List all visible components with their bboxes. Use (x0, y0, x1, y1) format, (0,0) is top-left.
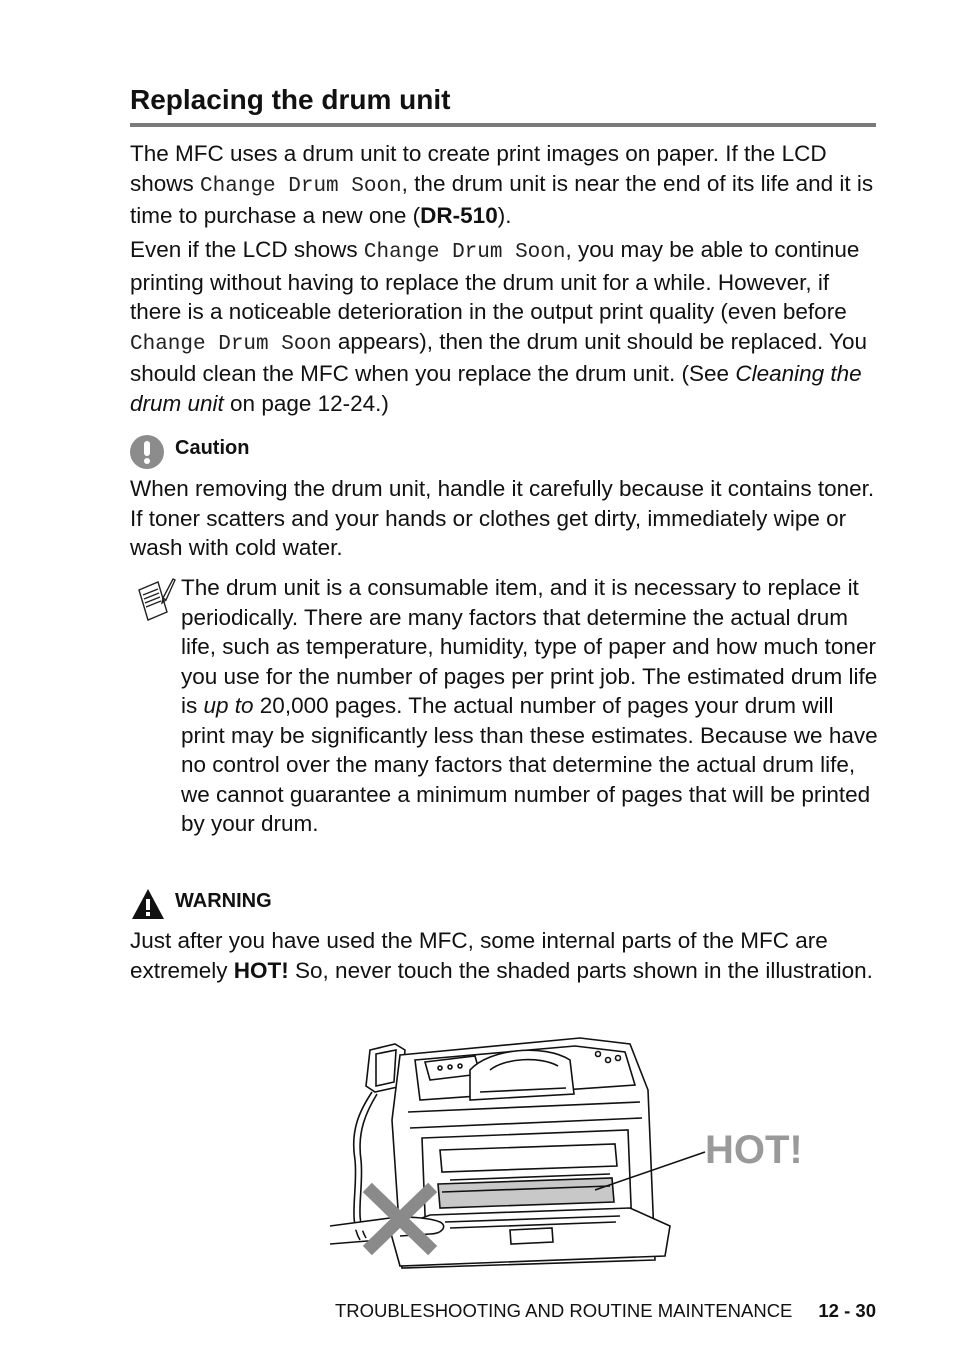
lcd-message: Change Drum Soon (363, 241, 566, 264)
p2-text-a: Even if the LCD shows (130, 237, 364, 262)
note-text-b: 20,000 pages. The actual number of pages your drum will print may be significantly less than these estimates. Because we have no control over the many factors that determine the actual drum life, we cannot guarantee a minimum number of pages that will be printed by your drum. (181, 693, 878, 836)
note-text-a: The drum unit is a consumable item, and it is necessary to replace it periodically. There are many factors that determine the actual drum life, such as temperature, humidity, type of paper and how much toner you use for the number of pages per print job. The estimated drum life is (181, 575, 878, 718)
footer-section-title: TROUBLESHOOTING AND ROUTINE MAINTENANCE (334, 1300, 793, 1321)
title-underline (130, 123, 876, 127)
warning-text (130, 926, 876, 985)
p1-text-b: , the drum unit is near the end of its life and it is time to purchase a new one ( (130, 170, 874, 228)
note-emphasis: up to (203, 693, 254, 718)
warning-label: WARNING (175, 890, 272, 912)
replacement-paragraph (130, 235, 876, 418)
note-pencil-icon (136, 578, 176, 627)
page-number: 12 - 30 (818, 1300, 876, 1321)
page-footer (290, 1300, 876, 1322)
p1-text-a: The MFC uses a drum unit to create print images on paper. If the LCD shows (130, 141, 827, 196)
p1-text-c: ). (497, 203, 512, 228)
p2-text-b: , you may be able to continue printing without having to replace the drum unit for a while. However, if there is a noticeable deterioration in the output print quality (even before (130, 237, 860, 324)
warning-text-b: So, never touch the shaded parts shown in the illustration. (288, 957, 873, 983)
lcd-message: Change Drum Soon (200, 174, 402, 198)
caution-label: Caution (175, 437, 250, 459)
caution-text: When removing the drum unit, handle it carefully because it contains toner. If toner scatters and your hands or clothes get dirty, immediately wipe or wash with cold water. (130, 476, 875, 560)
p2-text-d: on page 12-24.) (223, 390, 389, 416)
warning-triangle-icon (130, 887, 166, 926)
intro-paragraph (130, 139, 876, 231)
lcd-message: Change Drum Soon (130, 332, 332, 356)
exclamation-circle-icon (130, 435, 164, 469)
hot-callout-label: HOT! (705, 1128, 803, 1172)
section-title: Replacing the drum unit (130, 84, 451, 115)
hot-emphasis: HOT! (233, 957, 289, 983)
p2-text-c: appears), then the drum unit should be replaced. You should clean the MFC when you replace the drum unit. (See (130, 328, 868, 386)
part-number: DR-510 (420, 203, 498, 228)
warning-text-a: Just after you have used the MFC, some internal parts of the MFC are extremely (130, 928, 828, 983)
note-text (181, 573, 881, 839)
cross-reference: Cleaning the drum unit (130, 361, 862, 416)
